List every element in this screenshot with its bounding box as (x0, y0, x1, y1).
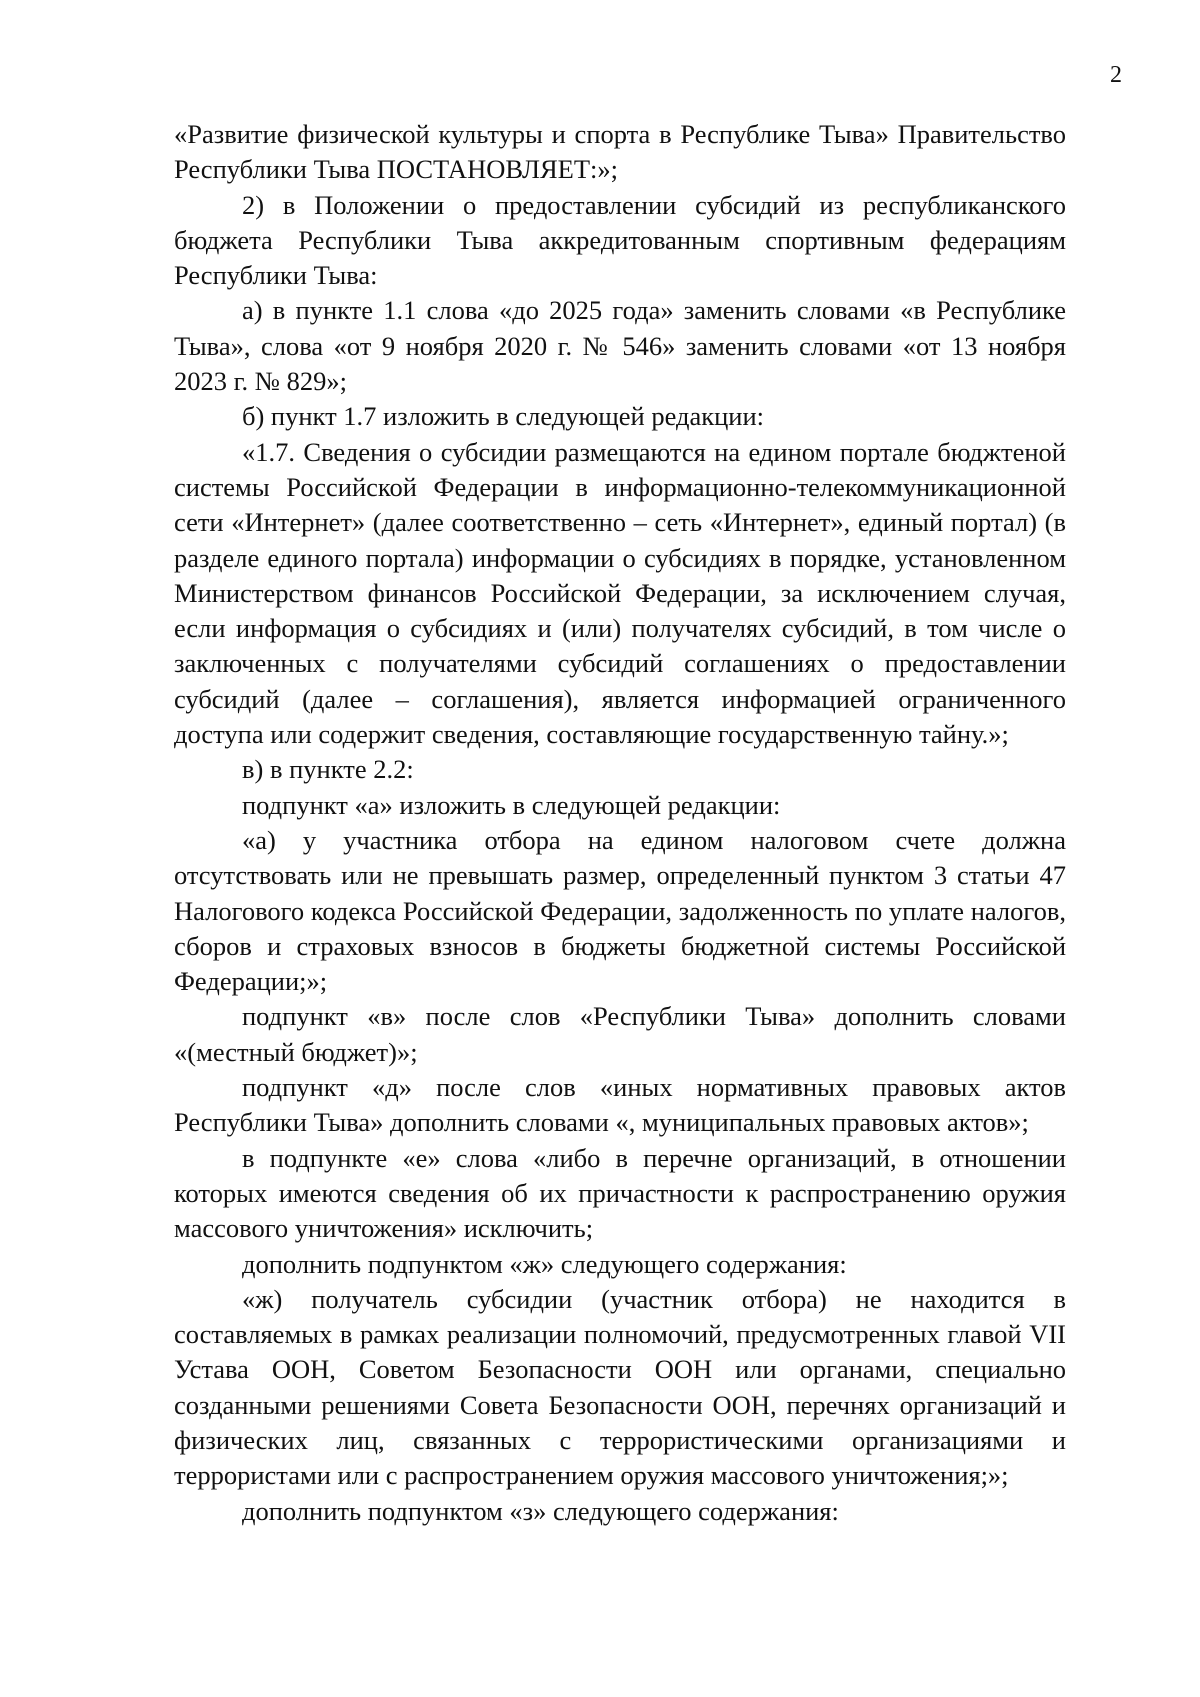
paragraph: в подпункте «е» слова «либо в перечне организаций, в отношении которых имеются сведения об их причастности к распространению оружия массового уничтожения» исключить; (174, 1142, 1066, 1244)
paragraph: б) пункт 1.7 изложить в следующей редакции: (242, 401, 765, 432)
paragraph: а) в пункте 1.1 слова «до 2025 года» заменить словами «в Республике Тыва», слова «от 9 ноября 2020 г. № 546» заменить словами «от 13 ноября 2023 г. № 829»; (174, 295, 1066, 397)
paragraph: подпункт «а» изложить в следующей редакции: (242, 789, 781, 820)
paragraph: в) в пункте 2.2: (242, 754, 414, 785)
paragraph: «Развитие физической культуры и спорта в Республике Тыва» Правительство Республики Тыва ПОСТАНОВЛЯЕТ:»; (174, 119, 1066, 185)
paragraph: дополнить подпунктом «ж» следующего содержания: (242, 1248, 847, 1279)
paragraph: 2) в Положении о предоставлении субсидий из республиканского бюджета Республики Тыва аккредитованным спортивным федерациям Республики Тыва: (174, 189, 1066, 291)
paragraph: «ж) получатель субсидии (участник отбора) не находится в составляемых в рамках реализации полномочий, предусмотренных главой VII Устава ООН, Советом Безопасности ООН или органами, специально созданными решениями Совета Безопасности ООН, перечнях организаций и физических лиц, связанных с террористическими организациями и террористами или с распространением оружия массового уничтожения;»; (174, 1283, 1066, 1491)
paragraph: подпункт «в» после слов «Республики Тыва» дополнить словами «(местный бюджет)»; (174, 1001, 1066, 1067)
paragraph: дополнить подпунктом «з» следующего содержания: (242, 1495, 839, 1526)
paragraph: подпункт «д» после слов «иных нормативных правовых актов Республики Тыва» дополнить словами «, муниципальных правовых актов»; (174, 1072, 1066, 1138)
page-number: 2 (1110, 62, 1122, 88)
paragraph: «1.7. Сведения о субсидии размещаются на едином портале бюджтеной системы Российской Федерации в информационно-телекоммуникационной сети «Интернет» (далее соответственно – сеть «Интернет», единый портал) (в разделе единого портала) информации о субсидиях в порядке, установленном Министерством финансов Российской Федерации, за исключением случая, если информация о субсидиях и (или) получателях субсидий, в том числе о заключенных с получателями субсидий соглашениях о предоставлении субсидий (далее – соглашения), является информацией ограниченного доступа или содержит сведения, составляющие государственную тайну.»; (174, 436, 1066, 750)
document-body (174, 117, 1066, 1529)
paragraph: «а) у участника отбора на едином налоговом счете должна отсутствовать или не превышать размер, определенный пунктом 3 статьи 47 Налогового кодекса Российской Федерации, задолженность по уплате налогов, сборов и страховых взносов в бюджеты бюджетной системы Российской Федерации;»; (174, 824, 1066, 997)
